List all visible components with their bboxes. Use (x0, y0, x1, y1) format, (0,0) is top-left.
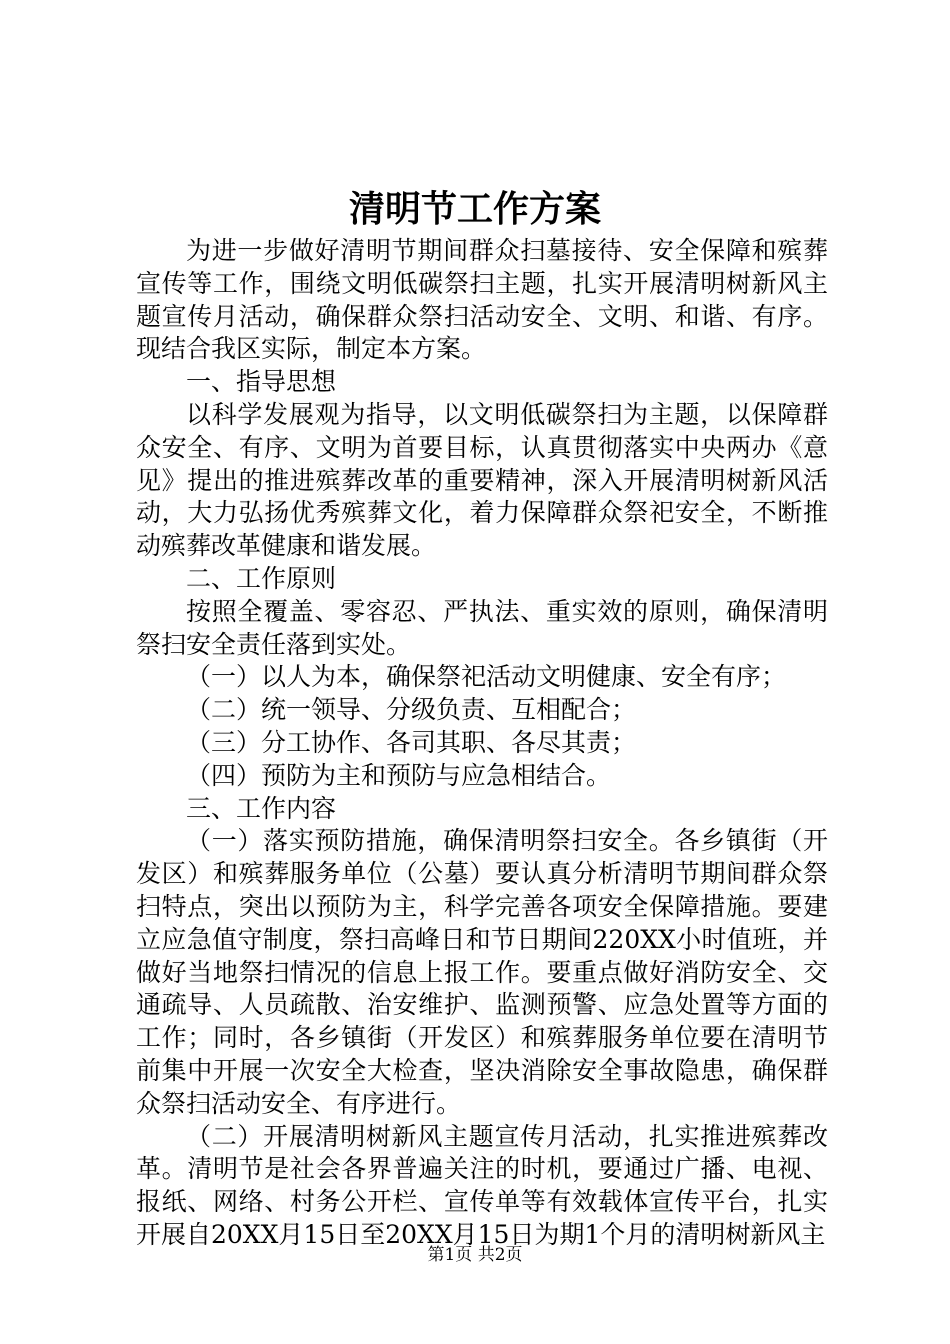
section-heading-guiding-ideology: 一、指导思想 (186, 367, 337, 397)
intro-paragraph: 为进一步做好清明节期间群众扫墓接待、安全保障和殡葬宣传等工作，围绕文明低碳祭扫主题，扎实开展清明树新风主题宣传月活动，确保群众祭扫活动安全、文明、和谐、有序。现结合我区实际，制定本方案。 (136, 236, 828, 364)
section-heading-work-content: 三、工作内容 (186, 793, 337, 823)
principle-item-2: （二）统一领导、分级负责、互相配合； (186, 695, 637, 725)
work-content-paragraph-2: （二）开展清明树新风主题宣传月活动，扎实推进殡葬改革。清明节是社会各界普遍关注的时机，要通过广播、电视、报纸、网络、村务公开栏、宣传单等有效载体宣传平台，扎实开展自20XX月15日至20XX月15日为期1个月的清明树新风主 (136, 1121, 828, 1249)
principle-item-4: （四）预防为主和预防与应急相结合。 (186, 760, 612, 790)
section-heading-work-principles: 二、工作原则 (186, 563, 337, 593)
page-number-footer: 第1页 共2页 (427, 1245, 523, 1265)
document-title: 清明节工作方案 (348, 188, 601, 230)
principle-item-3: （三）分工协作、各司其职、各尽其责； (186, 727, 637, 757)
work-content-paragraph-1: （一）落实预防措施，确保清明祭扫安全。各乡镇街（开发区）和殡葬服务单位（公墓）要认真分析清明节期间群众祭扫特点，突出以预防为主，科学完善各项安全保障措施。要建立应急值守制度，祭扫高峰日和节日期间220XX小时值班，并做好当地祭扫情况的信息上报工作。要重点做好消防安全、交通疏导、人员疏散、治安维护、监测预警、应急处置等方面的工作；同时，各乡镇街（开发区）和殡葬服务单位要在清明节前集中开展一次安全大检查，坚决消除安全事故隐患，确保群众祭扫活动安全、有序进行。 (136, 826, 828, 1118)
document-body (136, 235, 828, 1252)
principle-item-1: （一）以人为本，确保祭祀活动文明健康、安全有序； (186, 662, 787, 692)
guiding-ideology-paragraph: 以科学发展观为指导，以文明低碳祭扫为主题，以保障群众安全、有序、文明为首要目标，认真贯彻落实中央两办《意见》提出的推进殡葬改革的重要精神，深入开展清明树新风活动，大力弘扬优秀殡葬文化，着力保障群众祭祀安全，不断推动殡葬改革健康和谐发展。 (136, 399, 828, 561)
work-principles-paragraph: 按照全覆盖、零容忍、严执法、重实效的原则，确保清明祭扫安全责任落到实处。 (136, 596, 828, 659)
